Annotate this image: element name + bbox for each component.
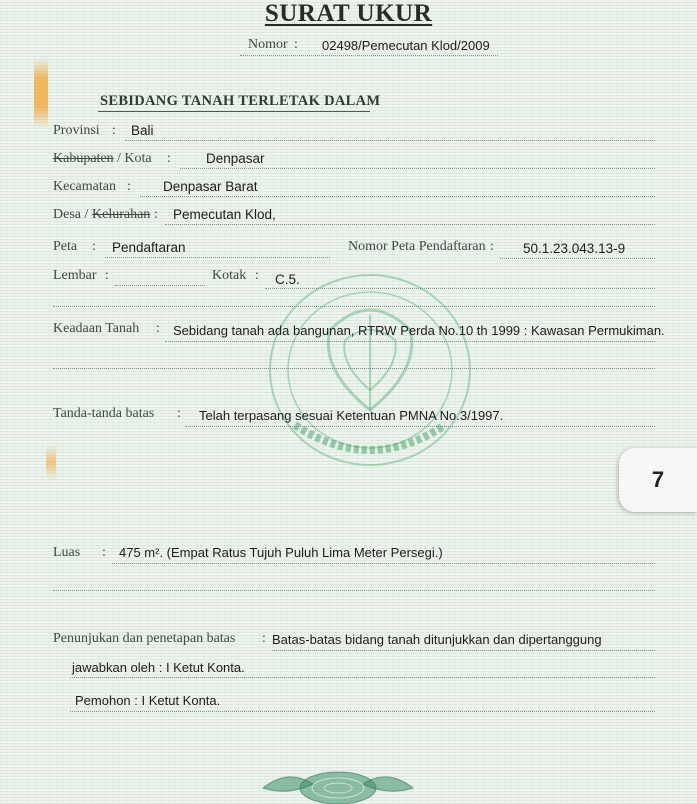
keadaan-tanah-colon: : <box>156 321 160 336</box>
penunjukan-value-line2: jawabkan oleh : I Ketut Konta. <box>72 660 245 675</box>
luas-colon: : <box>102 545 106 560</box>
nomor-peta-value: 50.1.23.043.13-9 <box>523 241 626 256</box>
tanda-batas-value: Telah terpasang sesuai Ketentuan PMNA No.3/1997. <box>199 408 504 423</box>
kabupaten-line <box>180 168 655 169</box>
tanda-batas-line <box>185 426 655 427</box>
nomor-label: Nomor <box>248 37 288 52</box>
section-heading-underline <box>98 111 370 112</box>
ornament-icon <box>258 758 418 804</box>
highlight-mark-lower <box>46 444 56 480</box>
keadaan-tanah-value: Sebidang tanah ada bangunan, RTRW Perda No.10 th 1999 : Kawasan Permukiman. <box>173 323 665 338</box>
nomor-colon: : <box>294 37 298 52</box>
provinsi-label: Provinsi <box>53 123 100 138</box>
desa-label: Desa / <box>53 207 89 222</box>
penunjukan-line-2 <box>70 677 655 678</box>
kecamatan-value: Denpasar Barat <box>163 179 258 194</box>
provinsi-colon: : <box>112 123 116 138</box>
seal-emblem-icon <box>250 260 490 480</box>
nomor-peta-label: Nomor Peta Pendaftaran <box>348 239 486 254</box>
penunjukan-label: Penunjukan dan penetapan batas <box>53 631 236 646</box>
desa-value: Pemecutan Klod, <box>173 207 276 222</box>
pemohon-value: Pemohon : I Ketut Konta. <box>75 693 221 708</box>
lembar-label: Lembar <box>53 268 97 283</box>
kecamatan-line <box>140 196 655 197</box>
highlight-mark <box>34 58 48 128</box>
tanda-batas-label: Tanda-tanda batas <box>53 406 155 421</box>
kabupaten-colon: : <box>167 151 171 166</box>
desa-line <box>165 224 655 225</box>
kabupaten-label: Kabupaten <box>53 151 114 166</box>
kotak-colon: : <box>255 268 259 283</box>
keadaan-tanah-label: Keadaan Tanah <box>53 321 140 336</box>
peta-value: Pendaftaran <box>112 240 186 255</box>
peta-label: Peta <box>53 239 78 254</box>
provinsi-value: Bali <box>131 123 154 138</box>
pemohon-line <box>70 711 655 712</box>
lembar-line <box>115 285 205 286</box>
luas-label: Luas <box>53 545 81 560</box>
penunjukan-value-line1: Batas-batas bidang tanah ditunjukkan dan dipertanggung <box>272 632 602 647</box>
kecamatan-label: Kecamatan <box>53 179 116 194</box>
provinsi-line <box>125 140 655 141</box>
peta-colon: : <box>92 239 96 254</box>
blank-line-3 <box>53 590 655 591</box>
kecamatan-colon: : <box>127 179 131 194</box>
lembar-colon: : <box>105 268 109 283</box>
penunjukan-colon: : <box>262 631 266 646</box>
kabupaten-value: Denpasar <box>206 151 265 166</box>
tanda-batas-colon: : <box>177 406 181 421</box>
luas-line <box>112 563 655 564</box>
penunjukan-line <box>272 650 655 651</box>
luas-value: 475 m². (Empat Ratus Tujuh Puluh Lima Meter Persegi.) <box>119 545 443 560</box>
document-title: SURAT UKUR <box>264 0 433 27</box>
section-heading: SEBIDANG TANAH TERLETAK DALAM <box>100 93 381 109</box>
kotak-line <box>265 288 655 289</box>
blank-line-1 <box>53 306 655 307</box>
nomor-value: 02498/Pemecutan Klod/2009 <box>322 38 490 53</box>
keadaan-tanah-line <box>165 341 655 342</box>
nomor-peta-colon: : <box>490 239 494 254</box>
blank-line-2 <box>53 368 655 369</box>
kelurahan-label: Kelurahan <box>92 207 151 222</box>
kota-label: / Kota <box>117 151 152 166</box>
nomor-line <box>240 55 498 56</box>
peta-line <box>105 257 330 258</box>
desa-colon: : <box>154 207 158 222</box>
kotak-label: Kotak <box>212 268 247 283</box>
page-number-badge[interactable]: 7 <box>619 448 697 512</box>
kotak-value: C.5. <box>275 272 300 287</box>
nomor-peta-line <box>500 258 655 259</box>
